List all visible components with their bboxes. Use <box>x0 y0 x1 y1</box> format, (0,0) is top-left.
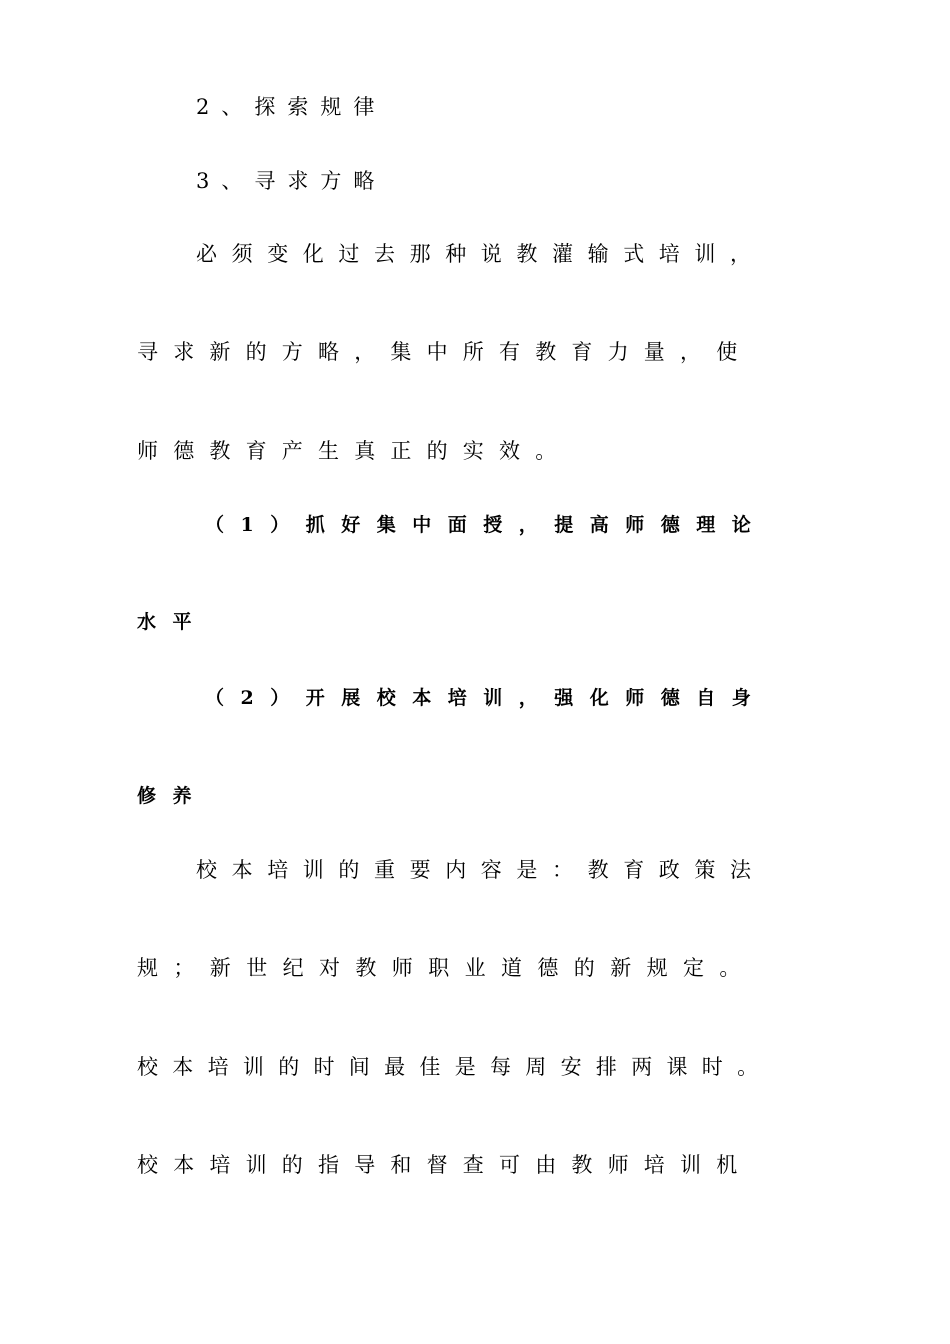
subheading-2-line-2: 修养 <box>137 785 209 807</box>
paragraph-2-line-2: 规；新世纪对教师职业道德的新规定。 <box>137 956 756 980</box>
subheading-2-line-1: （2）开展校本培训，强化师德自身 <box>205 687 768 709</box>
paragraph-2-line-4: 校本培训的指导和督查可由教师培训机 <box>137 1153 753 1177</box>
paragraph-1-line-2: 寻求新的方略，集中所有教育力量，使 <box>137 340 753 364</box>
paragraph-2-line-3: 校本培训的时间最佳是每周安排两课时。 <box>137 1055 773 1079</box>
paragraph-1-line-3: 师德教育产生真正的实效。 <box>137 439 572 463</box>
subheading-1-line-1: （1）抓好集中面授，提高师德理论 <box>205 514 768 536</box>
paragraph-2-line-1: 校本培训的重要内容是：教育政策法 <box>196 858 766 882</box>
paragraph-1-line-1: 必须变化过去那种说教灌输式培训， <box>196 242 766 266</box>
subheading-1-line-2: 水平 <box>137 611 209 633</box>
list-item-3: 3、寻求方略 <box>196 169 387 193</box>
list-item-2: 2、探索规律 <box>196 95 387 119</box>
